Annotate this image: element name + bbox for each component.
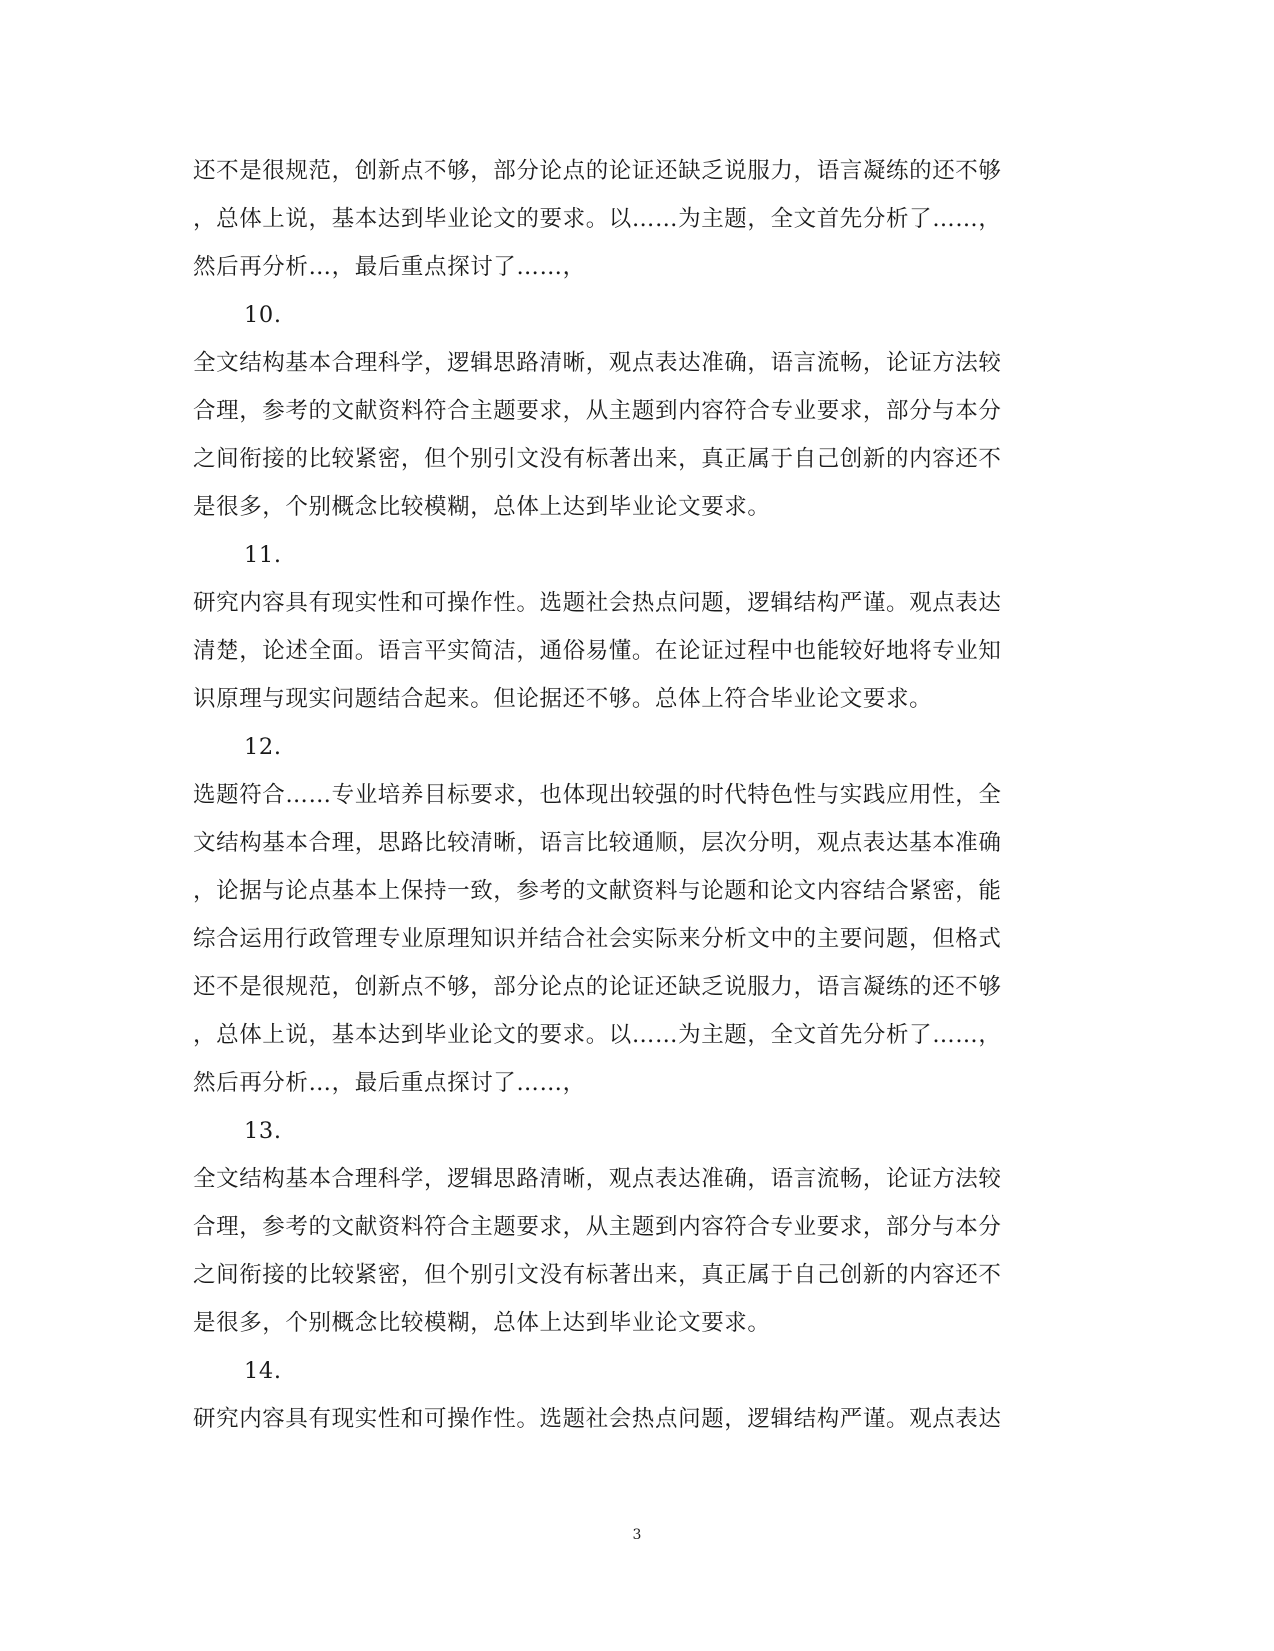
text-line: 然后再分析…，最后重点探讨了……，	[193, 1070, 586, 1096]
text-line: 合理，参考的文献资料符合主题要求，从主题到内容符合专业要求，部分与本分	[193, 398, 1002, 424]
text-line: 还不是很规范，创新点不够，部分论点的论证还缺乏说服力，语言凝练的还不够	[193, 974, 1002, 1000]
text-line: 识原理与现实问题结合起来。但论据还不够。总体上符合毕业论文要求。	[193, 686, 933, 712]
text-line: 选题符合……专业培养目标要求，也体现出较强的时代特色性与实践应用性，全	[193, 782, 1002, 808]
text-line: 清楚，论述全面。语言平实简洁，通俗易懂。在论证过程中也能较好地将专业知	[193, 638, 1002, 664]
item-number: 12.	[244, 734, 282, 760]
text-line: 文结构基本合理，思路比较清晰，语言比较通顺，层次分明，观点表达基本准确	[193, 830, 1002, 856]
text-line: 之间衔接的比较紧密，但个别引文没有标著出来，真正属于自己创新的内容还不	[193, 446, 1002, 472]
item-number: 13.	[244, 1118, 282, 1144]
item-number: 11.	[244, 542, 282, 568]
text-line: 全文结构基本合理科学，逻辑思路清晰，观点表达准确，语言流畅，论证方法较	[193, 1166, 1002, 1192]
text-line: 是很多，个别概念比较模糊，总体上达到毕业论文要求。	[193, 1310, 771, 1336]
text-line: 然后再分析…，最后重点探讨了……，	[193, 254, 586, 280]
text-line: 全文结构基本合理科学，逻辑思路清晰，观点表达准确，语言流畅，论证方法较	[193, 350, 1002, 376]
text-line: 还不是很规范，创新点不够，部分论点的论证还缺乏说服力，语言凝练的还不够	[193, 158, 1002, 184]
item-number: 14.	[244, 1358, 282, 1384]
page-number: 3	[632, 1527, 642, 1543]
item-number: 10.	[244, 302, 282, 328]
text-line: 是很多，个别概念比较模糊，总体上达到毕业论文要求。	[193, 494, 771, 520]
text-line: 研究内容具有现实性和可操作性。选题社会热点问题，逻辑结构严谨。观点表达	[193, 1406, 1002, 1432]
text-line: 研究内容具有现实性和可操作性。选题社会热点问题，逻辑结构严谨。观点表达	[193, 590, 1002, 616]
text-line: 综合运用行政管理专业原理知识并结合社会实际来分析文中的主要问题，但格式	[193, 926, 1002, 952]
text-line: ，总体上说，基本达到毕业论文的要求。以……为主题，全文首先分析了……，	[193, 1022, 1002, 1048]
text-line: 合理，参考的文献资料符合主题要求，从主题到内容符合专业要求，部分与本分	[193, 1214, 1002, 1240]
text-line: ，总体上说，基本达到毕业论文的要求。以……为主题，全文首先分析了……，	[193, 206, 1002, 232]
text-line: ，论据与论点基本上保持一致，参考的文献资料与论题和论文内容结合紧密，能	[193, 878, 1002, 904]
text-line: 之间衔接的比较紧密，但个别引文没有标著出来，真正属于自己创新的内容还不	[193, 1262, 1002, 1288]
